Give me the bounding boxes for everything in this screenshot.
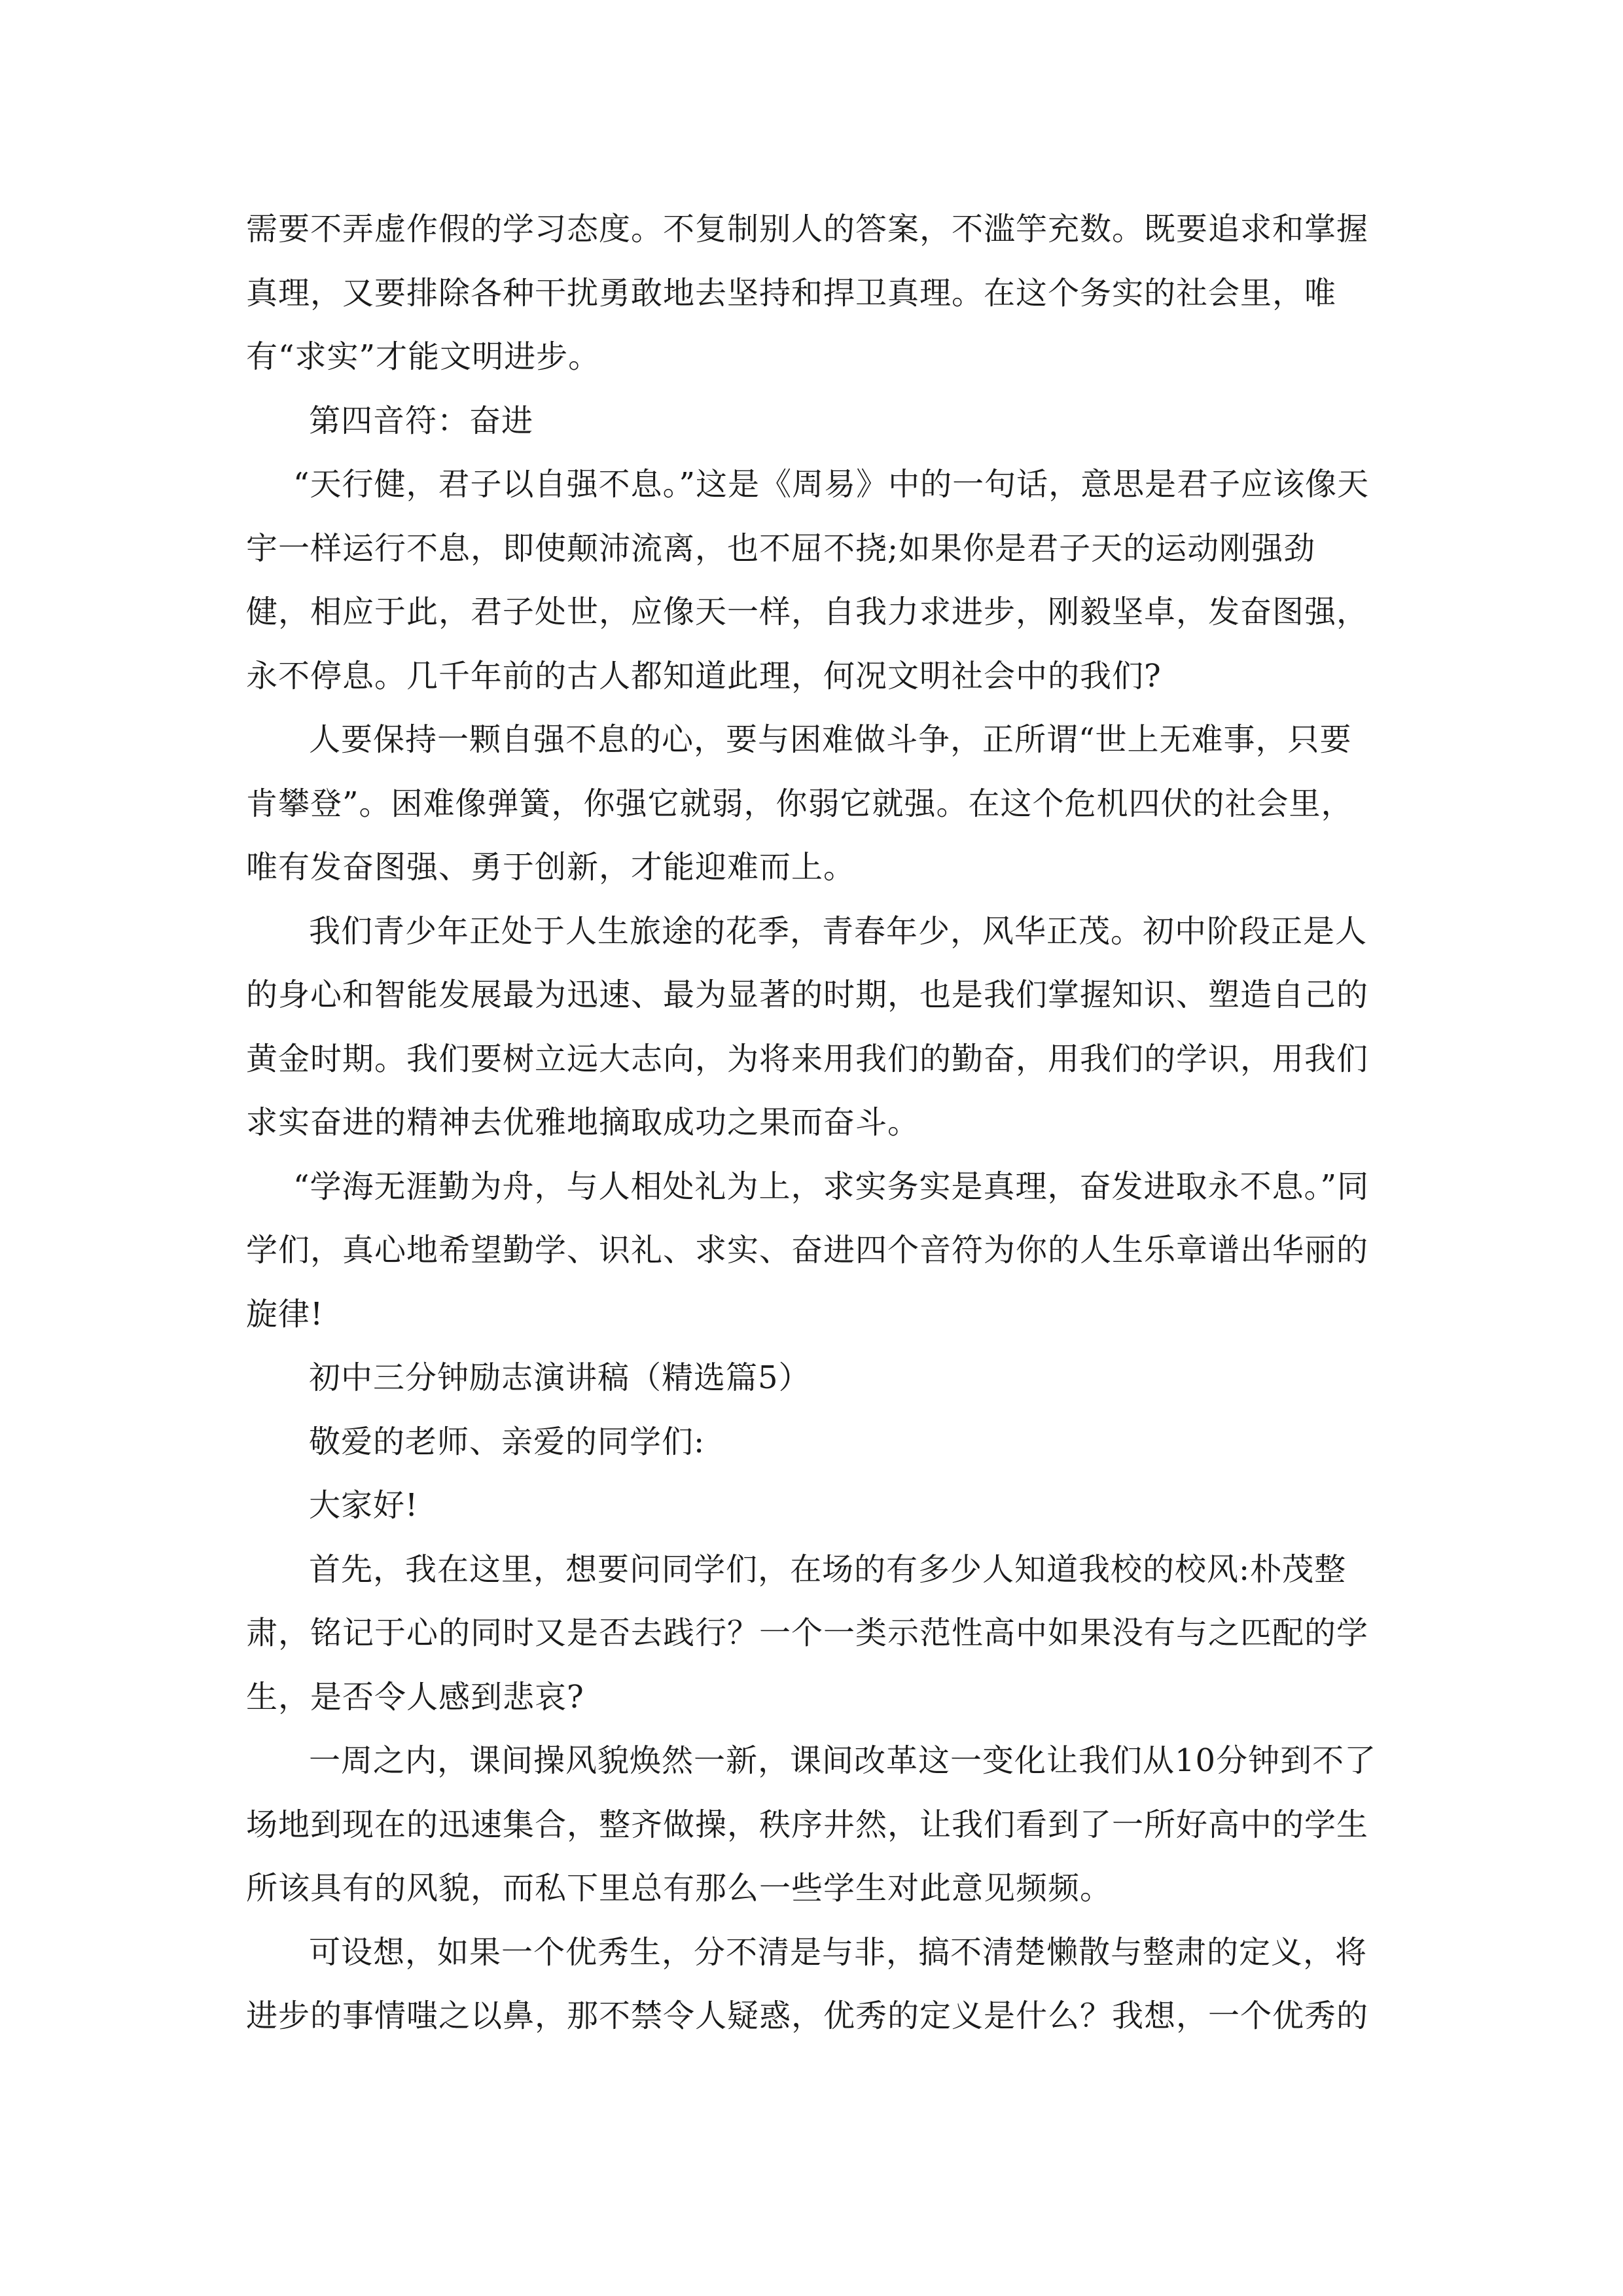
paragraph: 一周之内，课间操风貌焕然一新，课间改革这一变化让我们从10分钟到不了场地到现在的迅速集合，整齐做操，秩序井然，让我们看到了一所好高中的学生所该具有的风貌，而私下里总有那么一些学生对此意见频频。 (246, 1742, 1377, 1907)
paragraph-continuation: 需要不弄虚作假的学习态度。不复制别人的答案，不滥竽充数。既要追求和掌握真理，又要排除各种干扰勇敢地去坚持和捍卫真理。在这个务实的社会里，唯有“求实”才能文明进步。 (246, 211, 1369, 375)
salutation: 敬爱的老师、亲爱的同学们: (309, 1423, 705, 1460)
paragraph: 可设想，如果一个优秀生，分不清是与非，搞不清楚懒散与整肃的定义，将进步的事情嗤之以鼻，那不禁令人疑惑，优秀的定义是什么？我想，一个优秀的 (246, 1933, 1369, 2034)
speech-title: 初中三分钟励志演讲稿（精选篇5） (309, 1359, 811, 1396)
paragraph: 人要保持一颗自强不息的心，要与困难做斗争，正所谓“世上无难事，只要肯攀登”。困难像弹簧，你强它就弱，你弱它就强。在这个危机四伏的社会里，唯有发奋图强、勇于创新，才能迎难而上。 (246, 721, 1353, 886)
section-heading-fourth-note: 第四音符：奋进 (309, 402, 534, 439)
paragraph: “天行健，君子以自强不息。”这是《周易》中的一句话，意思是君子应该像天宇一样运行不息，即使颠沛流离，也不屈不挠;如果你是君子天的运动刚强劲健，相应于此，君子处世，应像天一样，自我力求进步，刚毅坚卓，发奋图强，永不停息。几千年前的古人都知道此理，何况文明社会中的我们? (246, 466, 1370, 694)
greeting: 大家好! (309, 1487, 419, 1524)
paragraph: 我们青少年正处于人生旅途的花季，青春年少，风华正茂。初中阶段正是人的身心和智能发展最为迅速、最为显著的时期，也是我们掌握知识、塑造自己的黄金时期。我们要树立远大志向，为将来用我们的勤奋，用我们的学识，用我们求实奋进的精神去优雅地摘取成功之果而奋斗。 (246, 912, 1369, 1141)
paragraph: “学海无涯勤为舟，与人相处礼为上，求实务实是真理，奋发进取永不息。”同学们，真心地希望勤学、识礼、求实、奋进四个音符为你的人生乐章谱出华丽的旋律! (246, 1168, 1370, 1333)
paragraph: 首先，我在这里，想要问同学们，在场的有多少人知道我校的校风:朴茂整肃，铭记于心的同时又是否去践行？一个一类示范性高中如果没有与之匹配的学生，是否令人感到悲哀? (246, 1551, 1369, 1715)
document-body (246, 198, 1378, 2049)
